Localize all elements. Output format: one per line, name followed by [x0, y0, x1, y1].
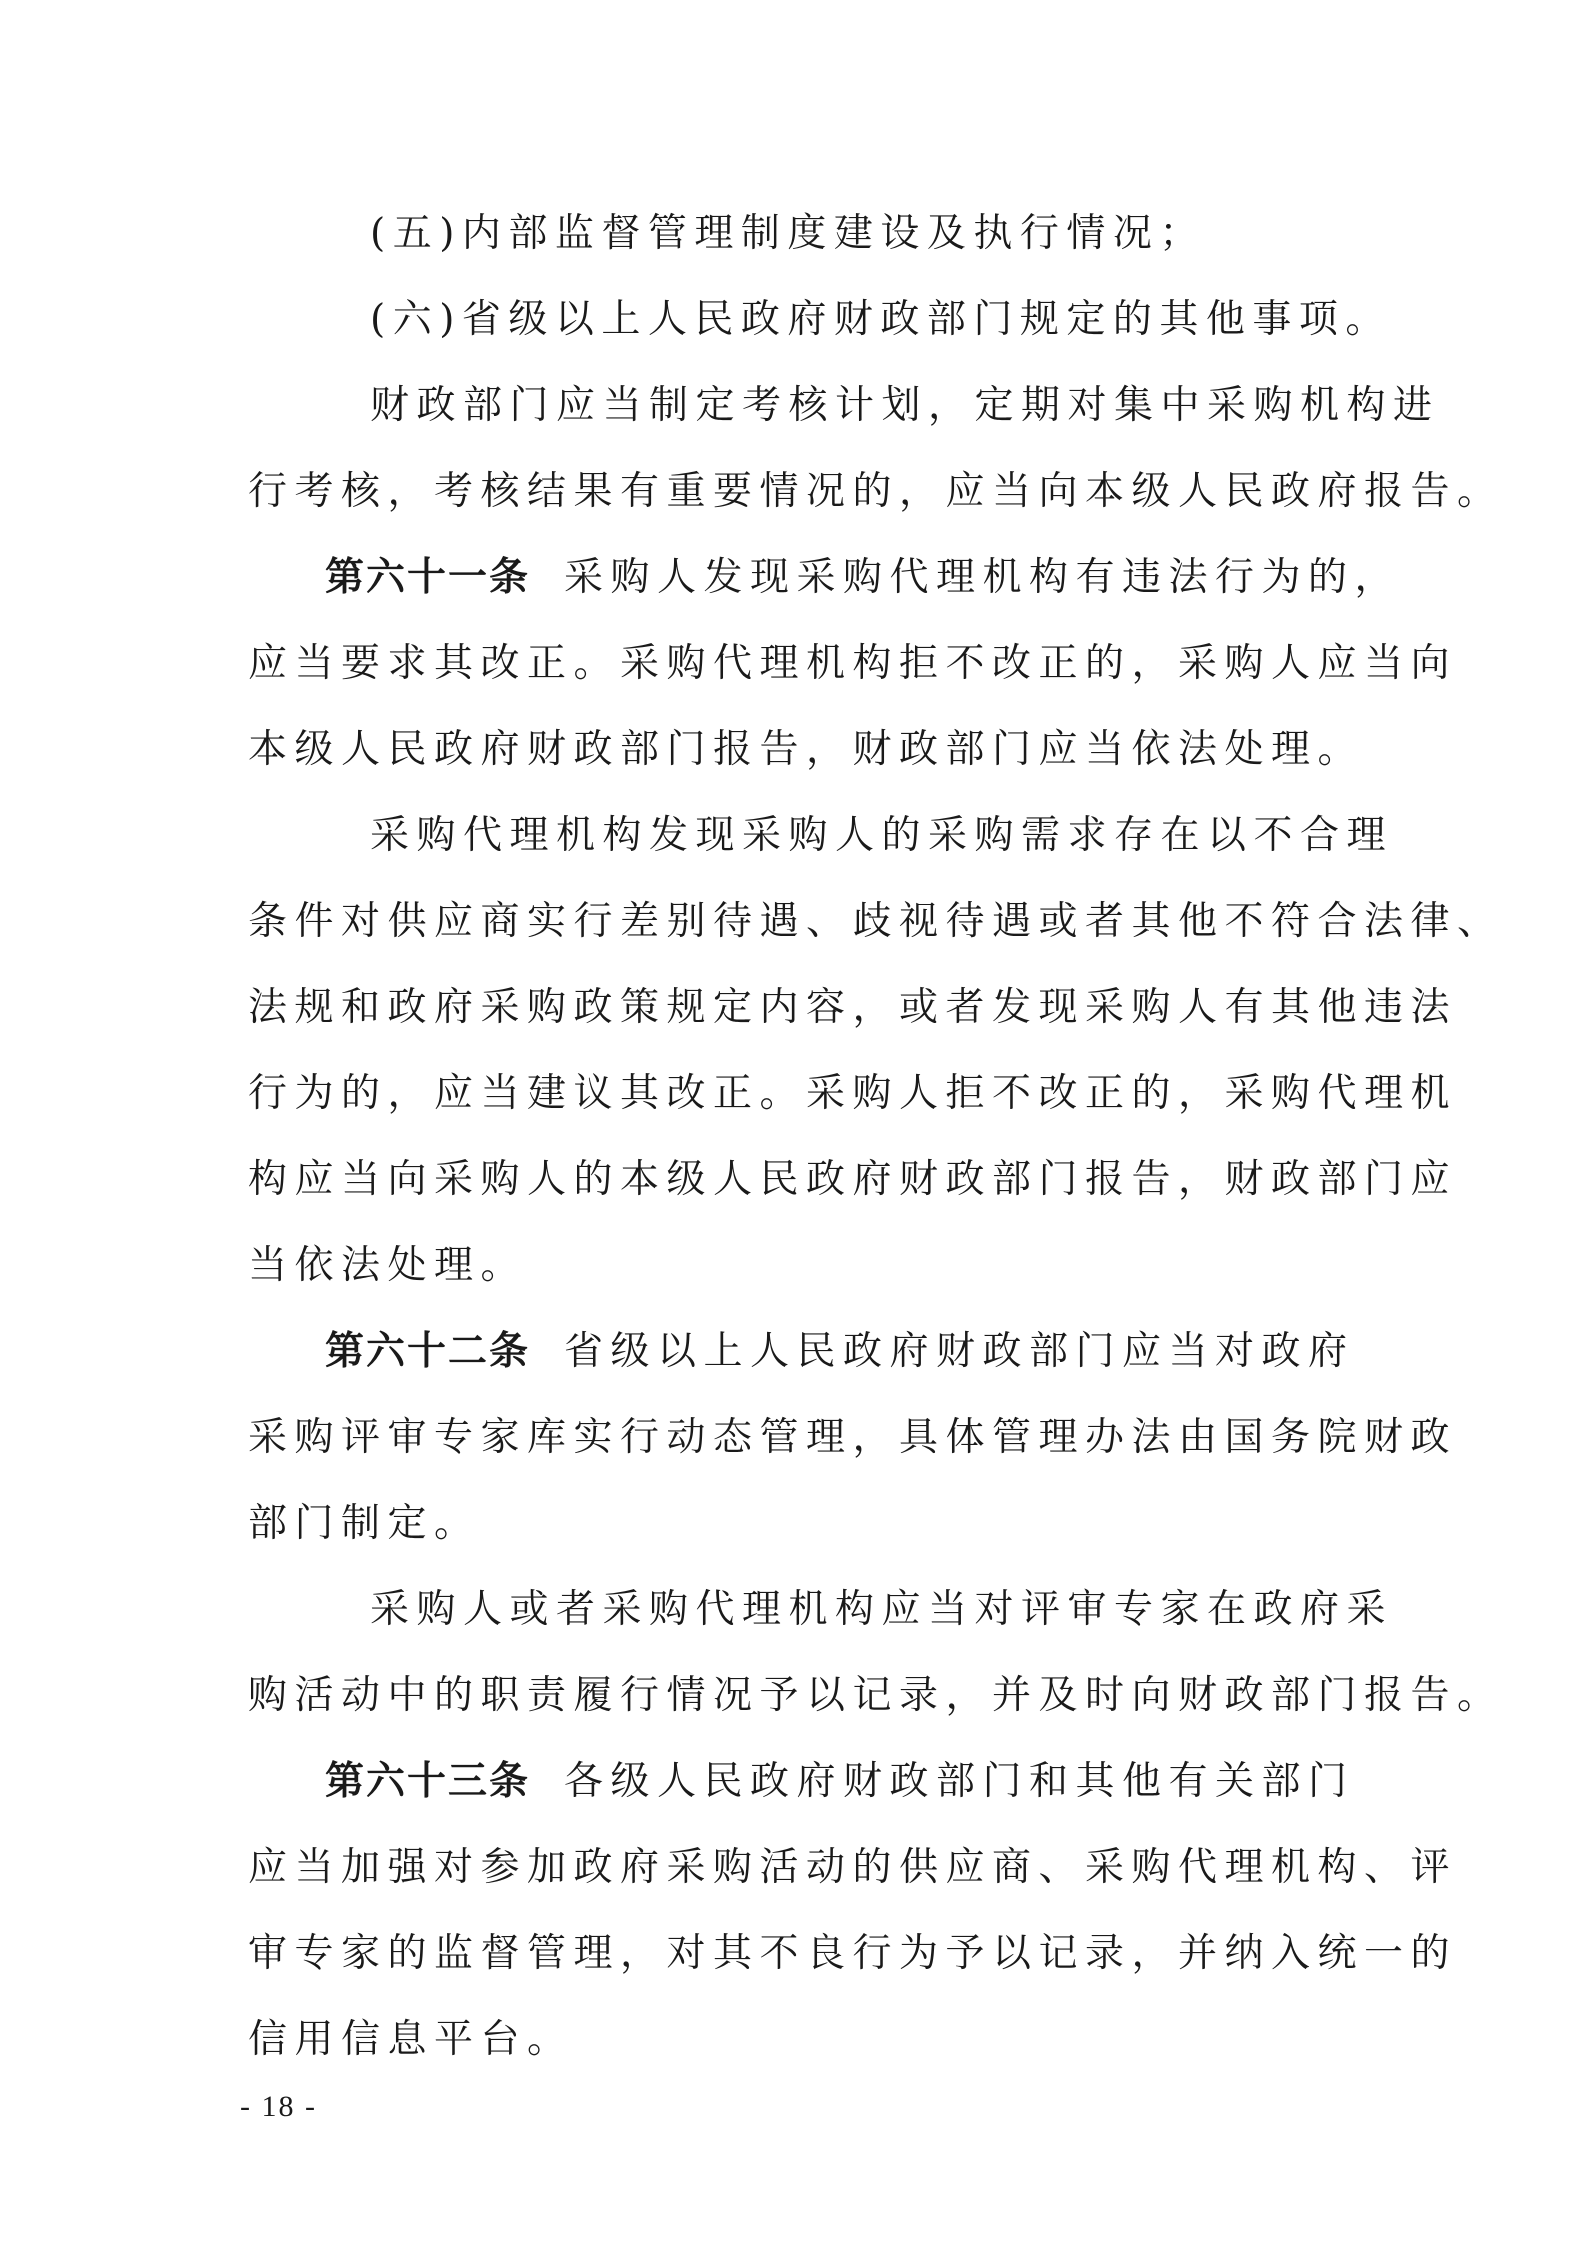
article-first-line: 各级人民政府财政部门和其他有关部门 [564, 1759, 1355, 1804]
text-line: 采购评审专家库实行动态管理，具体管理办法由国务院财政 [248, 1415, 1458, 1460]
article-line [325, 1758, 1355, 1806]
article-heading: 第六十二条 [325, 1329, 531, 1374]
text-line: 法规和政府采购政策规定内容，或者发现采购人有其他违法 [248, 985, 1458, 1030]
text-line: (六)省级以上人民政府财政部门规定的其他事项。 [370, 297, 1392, 342]
page-number: - 18 - [240, 2090, 317, 2123]
text-line: 财政部门应当制定考核计划，定期对集中采购机构进 [370, 383, 1440, 428]
text-line: 审专家的监督管理，对其不良行为予以记录，并纳入统一的 [248, 1931, 1458, 1976]
text-line: 信用信息平台。 [248, 2017, 574, 2062]
article-heading: 第六十三条 [325, 1759, 531, 1804]
text-line: 采购人或者采购代理机构应当对评审专家在政府采 [370, 1587, 1394, 1632]
text-line: 应当要求其改正。采购代理机构拒不改正的，采购人应当向 [248, 641, 1458, 686]
article-line [325, 1328, 1355, 1376]
text-line: (五)内部监督管理制度建设及执行情况； [370, 211, 1206, 256]
text-line: 条件对供应商实行差别待遇、歧视待遇或者其他不符合法律、 [248, 899, 1504, 944]
article-line [325, 554, 1401, 602]
text-line: 应当加强对参加政府采购活动的供应商、采购代理机构、评 [248, 1845, 1458, 1890]
article-first-line: 省级以上人民政府财政部门应当对政府 [564, 1329, 1355, 1374]
text-line: 行考核，考核结果有重要情况的，应当向本级人民政府报告。 [248, 469, 1504, 514]
text-line: 构应当向采购人的本级人民政府财政部门报告，财政部门应 [248, 1157, 1458, 1202]
article-first-line: 采购人发现采购代理机构有违法行为的， [564, 555, 1402, 600]
text-line: 行为的，应当建议其改正。采购人拒不改正的，采购代理机 [248, 1071, 1458, 1116]
text-line: 部门制定。 [248, 1501, 481, 1546]
article-heading: 第六十一条 [325, 555, 531, 600]
text-line: 当依法处理。 [248, 1243, 528, 1288]
text-line: 采购代理机构发现采购人的采购需求存在以不合理 [370, 813, 1394, 858]
text-line: 购活动中的职责履行情况予以记录，并及时向财政部门报告。 [248, 1673, 1504, 1718]
text-line: 本级人民政府财政部门报告，财政部门应当依法处理。 [248, 727, 1365, 772]
